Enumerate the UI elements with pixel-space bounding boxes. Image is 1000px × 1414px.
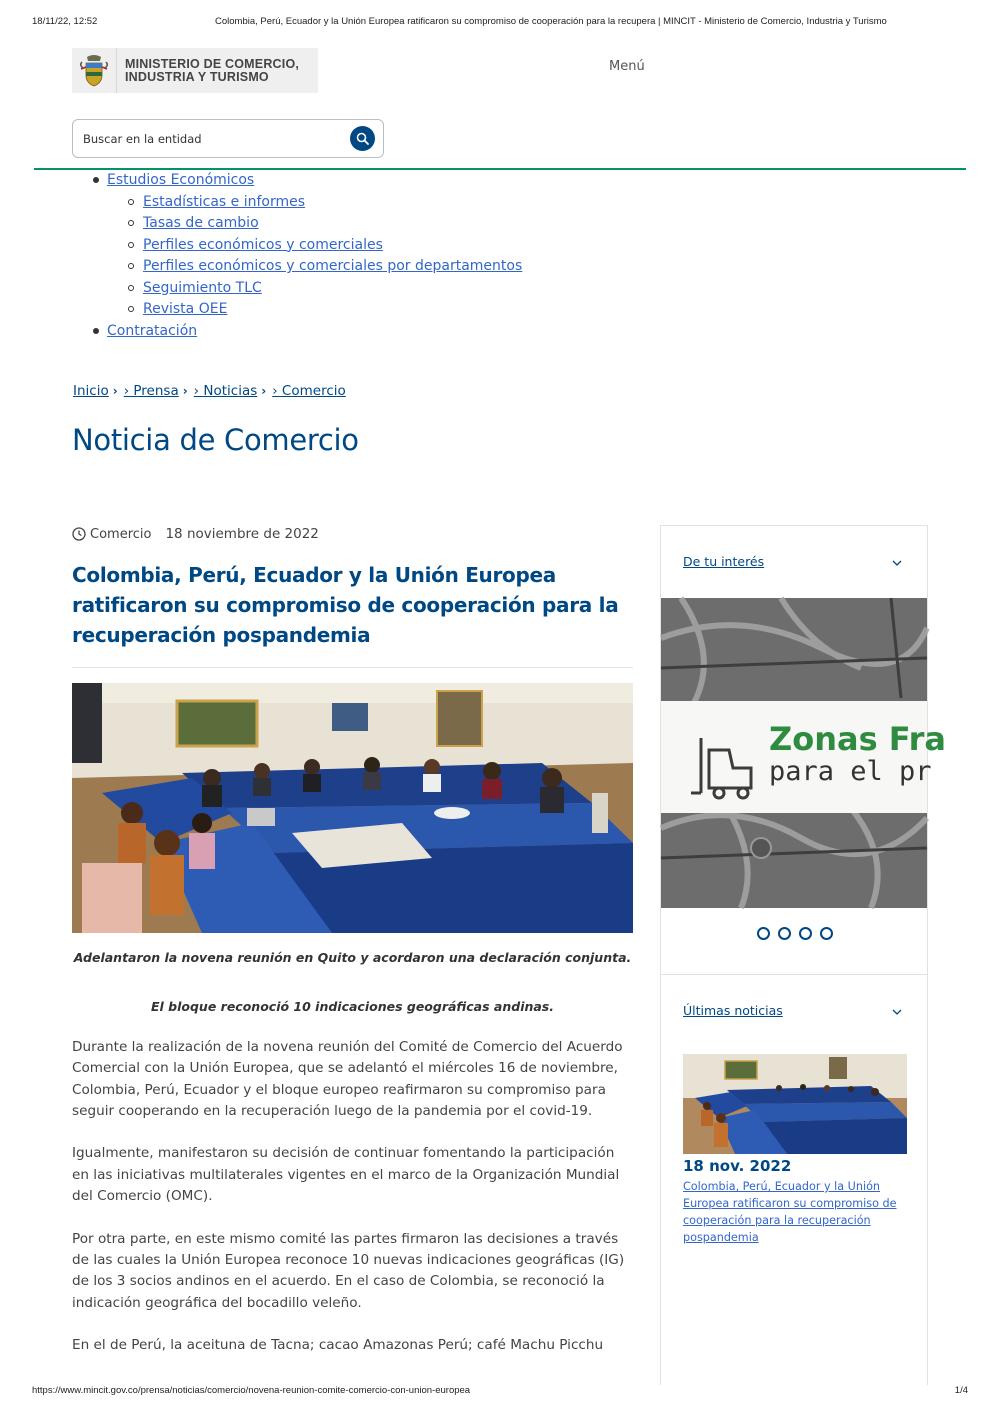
- breadcrumb-inicio[interactable]: Inicio: [73, 383, 109, 399]
- article-paragraph: Por otra parte, en este mismo comité las partes firmaron las decisiones a través de las cuales la Unión Europea reconoce 10 nuevas indicaciones geográficas (IG) de los 3 socios andinos en el acuerdo. En el caso de Colombia, se reconoció la indicación geográfica del bocadillo veleño.: [72, 1230, 625, 1311]
- nav-link[interactable]: Contratación: [107, 322, 198, 339]
- banner-line-2: para el pr: [769, 756, 932, 787]
- chevron-down-icon[interactable]: [892, 1007, 902, 1017]
- page-title: Noticia de Comercio: [72, 423, 359, 457]
- header-divider: [34, 168, 966, 170]
- breadcrumb-prensa-label: Prensa: [133, 383, 179, 399]
- chevron-down-icon[interactable]: [892, 558, 902, 568]
- nav-item-perfiles[interactable]: [92, 236, 522, 258]
- nav-link[interactable]: Perfiles económicos y comerciales: [143, 236, 383, 253]
- carousel-dots: [757, 927, 833, 940]
- search-bar: [72, 119, 384, 158]
- breadcrumb-noticias[interactable]: › Noticias: [193, 383, 258, 399]
- article-date: 18 noviembre de 2022: [165, 526, 319, 542]
- breadcrumb-noticias-label: Noticias: [203, 383, 258, 399]
- print-url: https://www.mincit.gov.co/prensa/noticias/comercio/novena-reunion-comite-comercio-con-union-europea: [32, 1385, 471, 1396]
- breadcrumb: [73, 383, 346, 399]
- carousel-dot[interactable]: [799, 927, 812, 940]
- search-button[interactable]: [350, 126, 375, 151]
- ministry-logo[interactable]: [72, 48, 318, 93]
- article-paragraph: Durante la realización de la novena reunión del Comité de Comercio del Acuerdo Comercial con la Unión Europea, que se adelantó el miércoles 16 de noviembre, Colombia, Perú, Ecuador y el bloque europeo reafirmaron su compromiso para seguir cooperando en la recuperación luego de la pandemia por el covid-19.: [72, 1039, 623, 1119]
- nav-link[interactable]: Estadísticas e informes: [143, 193, 306, 210]
- photo-caption: Adelantaron la novena reunión en Quito y acordaron una declaración conjunta.: [73, 950, 632, 965]
- nav-item-estadisticas[interactable]: [92, 193, 522, 215]
- nav-menu: [92, 171, 522, 343]
- nav-item-contratacion[interactable]: [92, 322, 522, 344]
- news-date: 18 nov. 2022: [683, 1157, 792, 1175]
- article-body: [72, 1037, 634, 1378]
- banner-line-1: Zonas Fra: [769, 720, 946, 758]
- menu-button[interactable]: Menú: [609, 59, 645, 74]
- print-page-number: 1/4: [954, 1385, 968, 1396]
- article-category: Comercio: [90, 526, 152, 542]
- print-page-title: Colombia, Perú, Ecuador y la Unión Europea ratificaron su compromiso de cooperación para la recupera | MINCIT - Ministerio de Comercio, Industria y Turismo: [215, 16, 887, 27]
- article-title: Colombia, Perú, Ecuador y la Unión Europea ratificaron su compromiso de cooperación para la recuperación pospandemia: [72, 563, 619, 647]
- nav-item-perfiles-departamentos[interactable]: [92, 257, 522, 279]
- meeting-photo: [72, 683, 633, 933]
- de-tu-interes-toggle[interactable]: De tu interés: [683, 554, 765, 569]
- nav-item-revista-oee[interactable]: [92, 300, 522, 322]
- news-thumbnail[interactable]: [683, 1054, 907, 1154]
- nav-item-seguimiento-tlc[interactable]: [92, 279, 522, 301]
- nav-link[interactable]: Seguimiento TLC: [143, 279, 262, 296]
- nav-item-tasas-de-cambio[interactable]: [92, 214, 522, 236]
- carousel-dot[interactable]: [778, 927, 791, 940]
- coat-of-arms-icon: [72, 48, 116, 93]
- search-icon: [356, 132, 369, 145]
- article-paragraph: En el de Perú, la aceituna de Tacna; cacao Amazonas Perú; café Machu Picchu: [72, 1337, 604, 1354]
- article-paragraph: Igualmente, manifestaron su decisión de continuar fomentando la participación en las iniciativas multilaterales vigentes en el marco de la Organización Mundial del Comercio (OMC).: [72, 1145, 620, 1205]
- logo-line-1: MINISTERIO DE COMERCIO,: [125, 56, 300, 71]
- ultimas-noticias-toggle[interactable]: Últimas noticias: [683, 1003, 783, 1018]
- sidebar: [660, 525, 946, 1385]
- chevron-right-icon: ›: [112, 384, 118, 398]
- chevron-right-icon: ›: [182, 384, 188, 398]
- nav-link[interactable]: Estudios Económicos: [107, 172, 255, 188]
- nav-item-estudios-economicos[interactable]: [92, 171, 522, 193]
- chevron-right-icon: ›: [261, 384, 267, 398]
- breadcrumb-comercio-label: Comercio: [281, 383, 346, 399]
- nav-link[interactable]: Revista OEE: [143, 301, 228, 317]
- article-subheading: El bloque reconoció 10 indicaciones geográficas andinas.: [150, 999, 554, 1014]
- logo-line-2: INDUSTRIA Y TURISMO: [125, 69, 269, 84]
- zonas-francas-banner[interactable]: [661, 598, 946, 908]
- breadcrumb-comercio[interactable]: › Comercio: [272, 383, 346, 399]
- search-input[interactable]: [83, 129, 343, 149]
- clock-icon: [72, 527, 86, 541]
- breadcrumb-prensa[interactable]: › Prensa: [123, 383, 179, 399]
- carousel-dot[interactable]: [757, 927, 770, 940]
- print-datetime: 18/11/22, 12:52: [32, 16, 98, 27]
- nav-link[interactable]: Tasas de cambio: [143, 215, 259, 231]
- title-divider: [72, 667, 633, 668]
- carousel-dot[interactable]: [820, 927, 833, 940]
- article-meta: [72, 526, 319, 542]
- news-link[interactable]: Colombia, Perú, Ecuador y la Unión Europea ratificaron su compromiso de cooperación para la recuperación pospandemia: [683, 1180, 897, 1244]
- nav-link[interactable]: Perfiles económicos y comerciales por departamentos: [143, 258, 523, 274]
